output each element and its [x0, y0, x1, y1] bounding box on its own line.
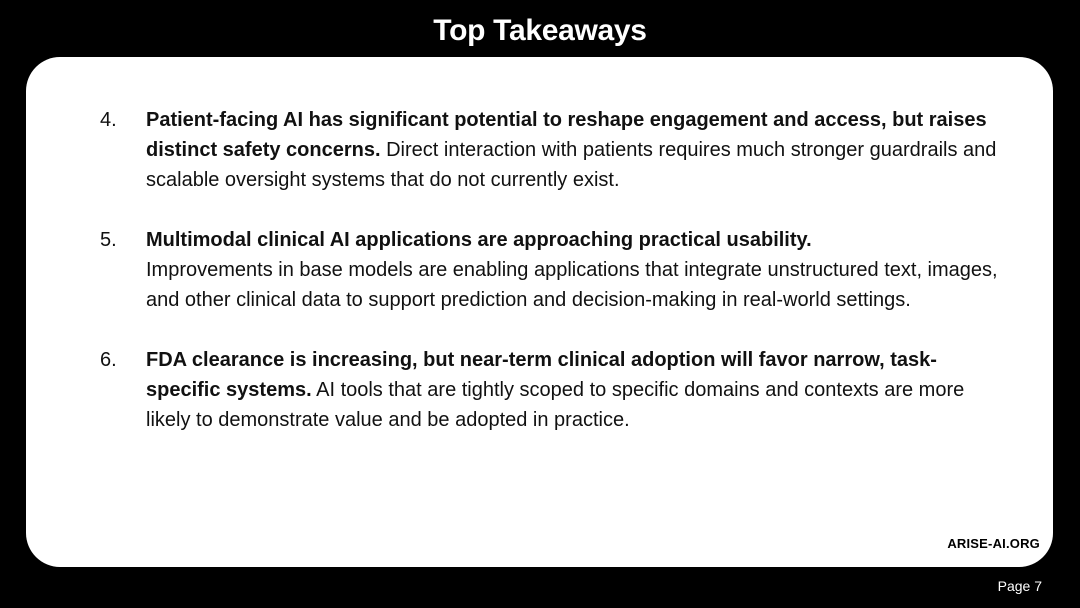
takeaway-body: Improvements in base models are enabling applications that integrate unstructured text, images, and other clinical data to support prediction and decision-making in real-world settings.	[146, 259, 998, 311]
takeaway-number: 4.	[100, 109, 117, 131]
takeaway-item-6	[26, 345, 1053, 435]
takeaway-body: Direct interaction with patients requires much stronger guardrails and scalable oversight systems that do not currently exist.	[146, 139, 997, 191]
brand-url: ARISE-AI.ORG	[947, 536, 1040, 551]
takeaway-body: AI tools that are tightly scoped to specific domains and contexts are more likely to demonstrate value and be adopted in practice.	[146, 379, 965, 431]
takeaway-item-5	[26, 225, 1053, 315]
takeaway-item-4	[26, 105, 1053, 195]
page-number: Page 7	[997, 578, 1042, 594]
slide-title: Top Takeaways	[433, 14, 647, 47]
takeaway-number: 5.	[100, 229, 117, 251]
takeaway-heading: FDA clearance is increasing, but near-term clinical adoption will favor narrow, task-specific systems.	[146, 349, 937, 401]
takeaway-list	[26, 105, 1053, 465]
takeaway-number: 6.	[100, 349, 117, 371]
takeaway-heading: Multimodal clinical AI applications are approaching practical usability.	[146, 229, 812, 251]
takeaway-heading: Patient-facing AI has significant potential to reshape engagement and access, but raises distinct safety concerns.	[146, 109, 987, 161]
content-card	[26, 57, 1053, 567]
